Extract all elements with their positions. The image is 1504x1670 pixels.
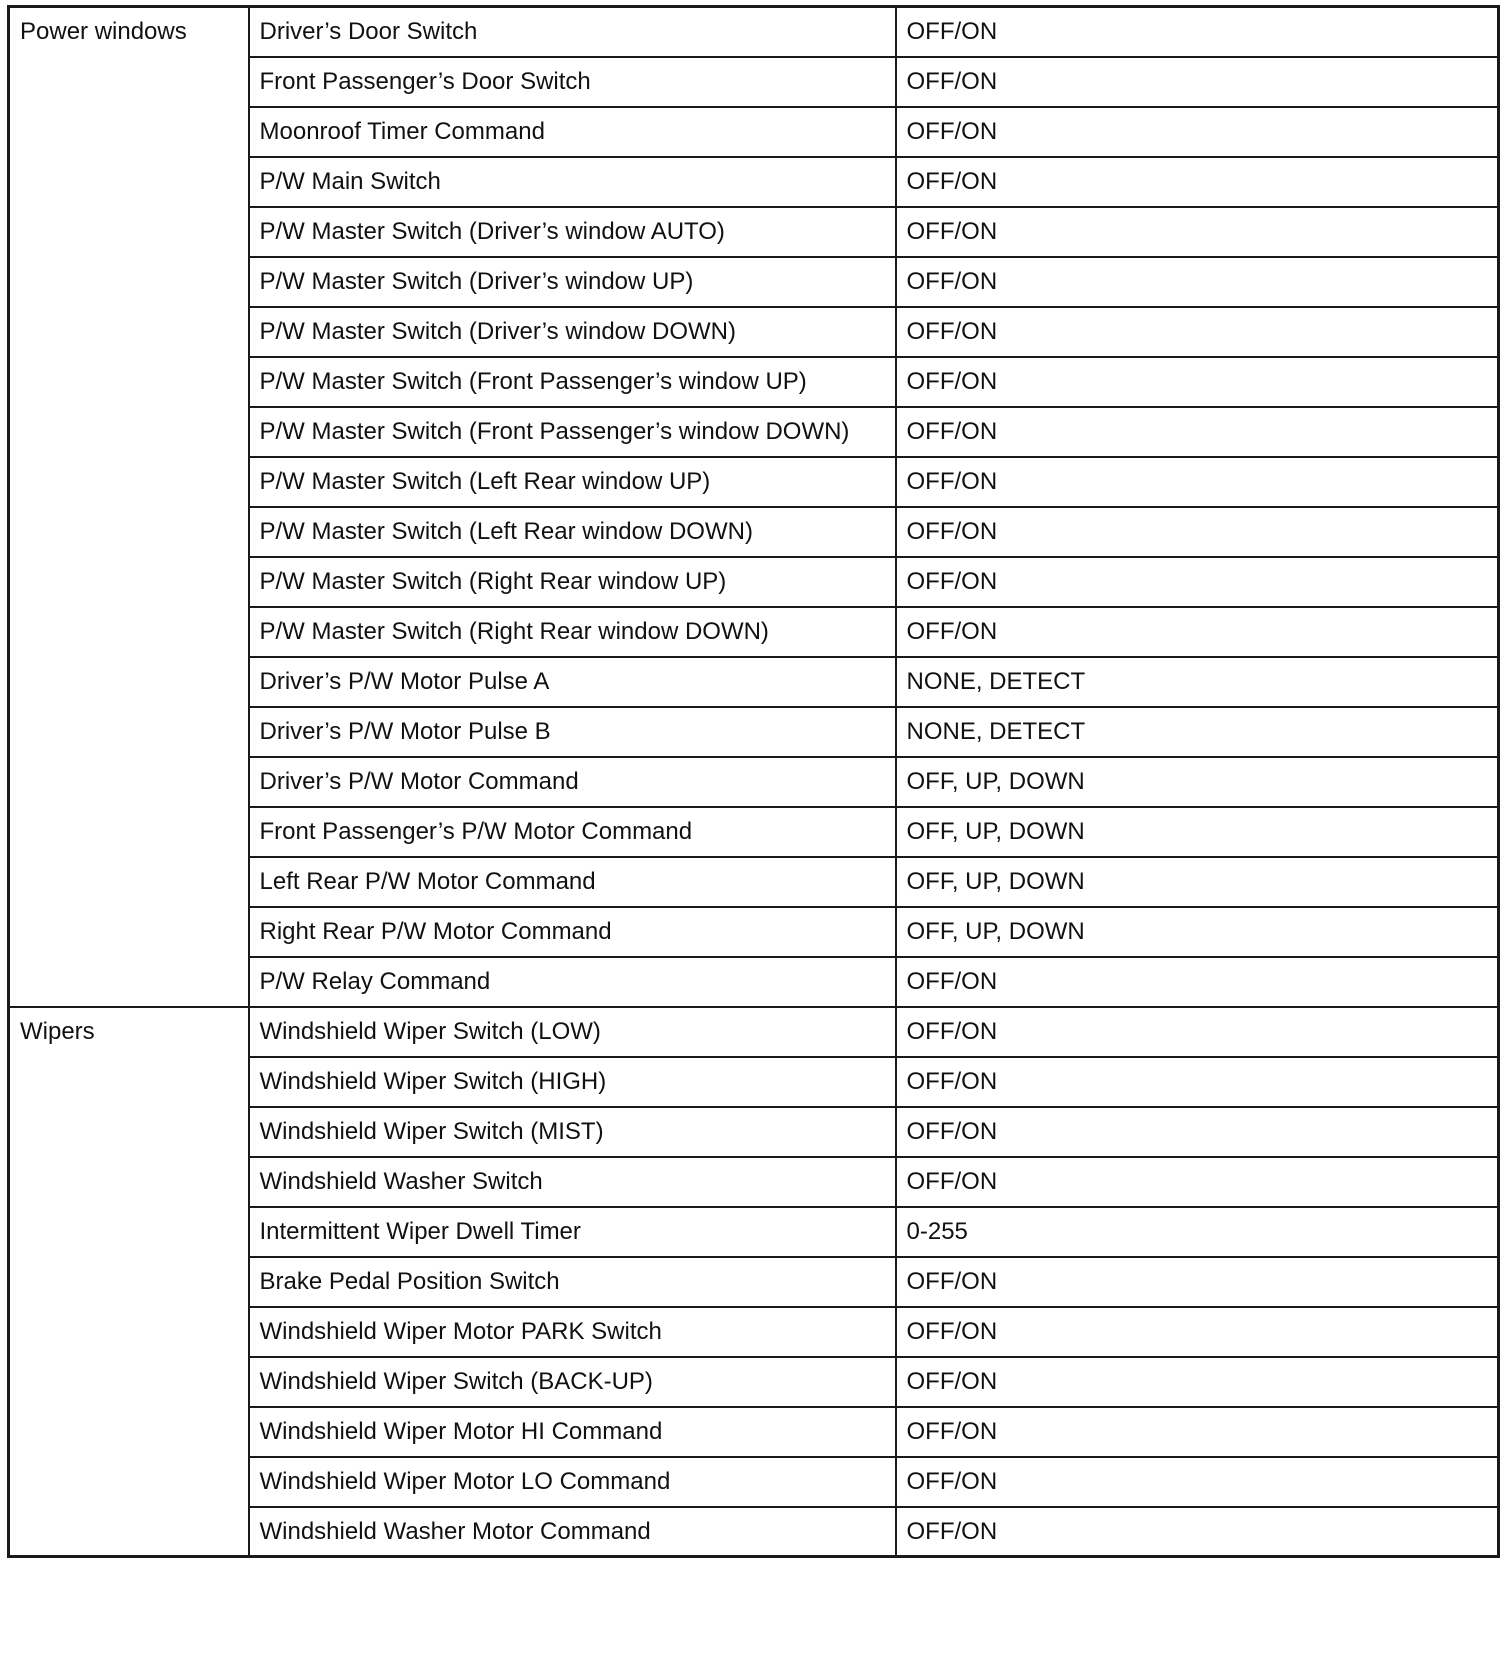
item-name-cell: Driver’s P/W Motor Pulse B (249, 707, 896, 757)
item-value-cell: OFF/ON (896, 257, 1499, 307)
item-value-cell: OFF/ON (896, 1257, 1499, 1307)
item-name-cell: P/W Master Switch (Driver’s window UP) (249, 257, 896, 307)
item-value-cell: 0-255 (896, 1207, 1499, 1257)
item-name-cell: Intermittent Wiper Dwell Timer (249, 1207, 896, 1257)
spec-table-container (7, 5, 1497, 1558)
item-name-cell: Driver’s P/W Motor Command (249, 757, 896, 807)
item-value-cell: OFF, UP, DOWN (896, 757, 1499, 807)
item-name-cell: Driver’s P/W Motor Pulse A (249, 657, 896, 707)
item-name-cell: P/W Master Switch (Driver’s window AUTO) (249, 207, 896, 257)
table-row (9, 7, 1499, 57)
item-name-cell: Front Passenger’s P/W Motor Command (249, 807, 896, 857)
item-value-cell: OFF/ON (896, 1407, 1499, 1457)
item-name-cell: P/W Master Switch (Front Passenger’s window UP) (249, 357, 896, 407)
item-name-cell: P/W Main Switch (249, 157, 896, 207)
item-value-cell: OFF/ON (896, 1507, 1499, 1557)
item-name-cell: Windshield Wiper Switch (BACK-UP) (249, 1357, 896, 1407)
item-name-cell: P/W Master Switch (Left Rear window UP) (249, 457, 896, 507)
item-name-cell: Brake Pedal Position Switch (249, 1257, 896, 1307)
item-value-cell: OFF/ON (896, 557, 1499, 607)
item-value-cell: OFF/ON (896, 157, 1499, 207)
item-value-cell: OFF/ON (896, 1457, 1499, 1507)
item-name-cell: Right Rear P/W Motor Command (249, 907, 896, 957)
item-value-cell: OFF/ON (896, 7, 1499, 57)
item-value-cell: NONE, DETECT (896, 707, 1499, 757)
item-value-cell: OFF/ON (896, 107, 1499, 157)
item-name-cell: P/W Master Switch (Right Rear window DOWN) (249, 607, 896, 657)
item-name-cell: Windshield Wiper Motor LO Command (249, 1457, 896, 1507)
section-label: Wipers (9, 1007, 249, 1557)
item-value-cell: OFF/ON (896, 1157, 1499, 1207)
item-name-cell: P/W Master Switch (Right Rear window UP) (249, 557, 896, 607)
item-name-cell: P/W Master Switch (Left Rear window DOWN) (249, 507, 896, 557)
item-name-cell: Windshield Wiper Motor HI Command (249, 1407, 896, 1457)
item-value-cell: OFF/ON (896, 357, 1499, 407)
item-value-cell: OFF, UP, DOWN (896, 907, 1499, 957)
item-name-cell: Driver’s Door Switch (249, 7, 896, 57)
item-name-cell: Windshield Washer Motor Command (249, 1507, 896, 1557)
item-name-cell: Moonroof Timer Command (249, 107, 896, 157)
item-value-cell: OFF/ON (896, 607, 1499, 657)
item-value-cell: OFF/ON (896, 457, 1499, 507)
spec-table (7, 5, 1500, 1558)
item-name-cell: Windshield Washer Switch (249, 1157, 896, 1207)
item-name-cell: Left Rear P/W Motor Command (249, 857, 896, 907)
table-row (9, 1007, 1499, 1057)
item-name-cell: Front Passenger’s Door Switch (249, 57, 896, 107)
spec-table-body (9, 7, 1499, 1557)
item-name-cell: Windshield Wiper Motor PARK Switch (249, 1307, 896, 1357)
item-value-cell: OFF/ON (896, 507, 1499, 557)
item-value-cell: OFF, UP, DOWN (896, 857, 1499, 907)
item-value-cell: OFF, UP, DOWN (896, 807, 1499, 857)
item-name-cell: P/W Relay Command (249, 957, 896, 1007)
item-name-cell: P/W Master Switch (Driver’s window DOWN) (249, 307, 896, 357)
item-name-cell: Windshield Wiper Switch (MIST) (249, 1107, 896, 1157)
item-value-cell: OFF/ON (896, 207, 1499, 257)
item-value-cell: OFF/ON (896, 307, 1499, 357)
item-value-cell: OFF/ON (896, 1007, 1499, 1057)
item-value-cell: OFF/ON (896, 1107, 1499, 1157)
section-label: Power windows (9, 7, 249, 1007)
item-value-cell: OFF/ON (896, 407, 1499, 457)
item-value-cell: OFF/ON (896, 57, 1499, 107)
item-value-cell: NONE, DETECT (896, 657, 1499, 707)
item-name-cell: Windshield Wiper Switch (HIGH) (249, 1057, 896, 1107)
item-name-cell: P/W Master Switch (Front Passenger’s window DOWN) (249, 407, 896, 457)
item-value-cell: OFF/ON (896, 1057, 1499, 1107)
item-value-cell: OFF/ON (896, 1357, 1499, 1407)
item-name-cell: Windshield Wiper Switch (LOW) (249, 1007, 896, 1057)
item-value-cell: OFF/ON (896, 957, 1499, 1007)
item-value-cell: OFF/ON (896, 1307, 1499, 1357)
